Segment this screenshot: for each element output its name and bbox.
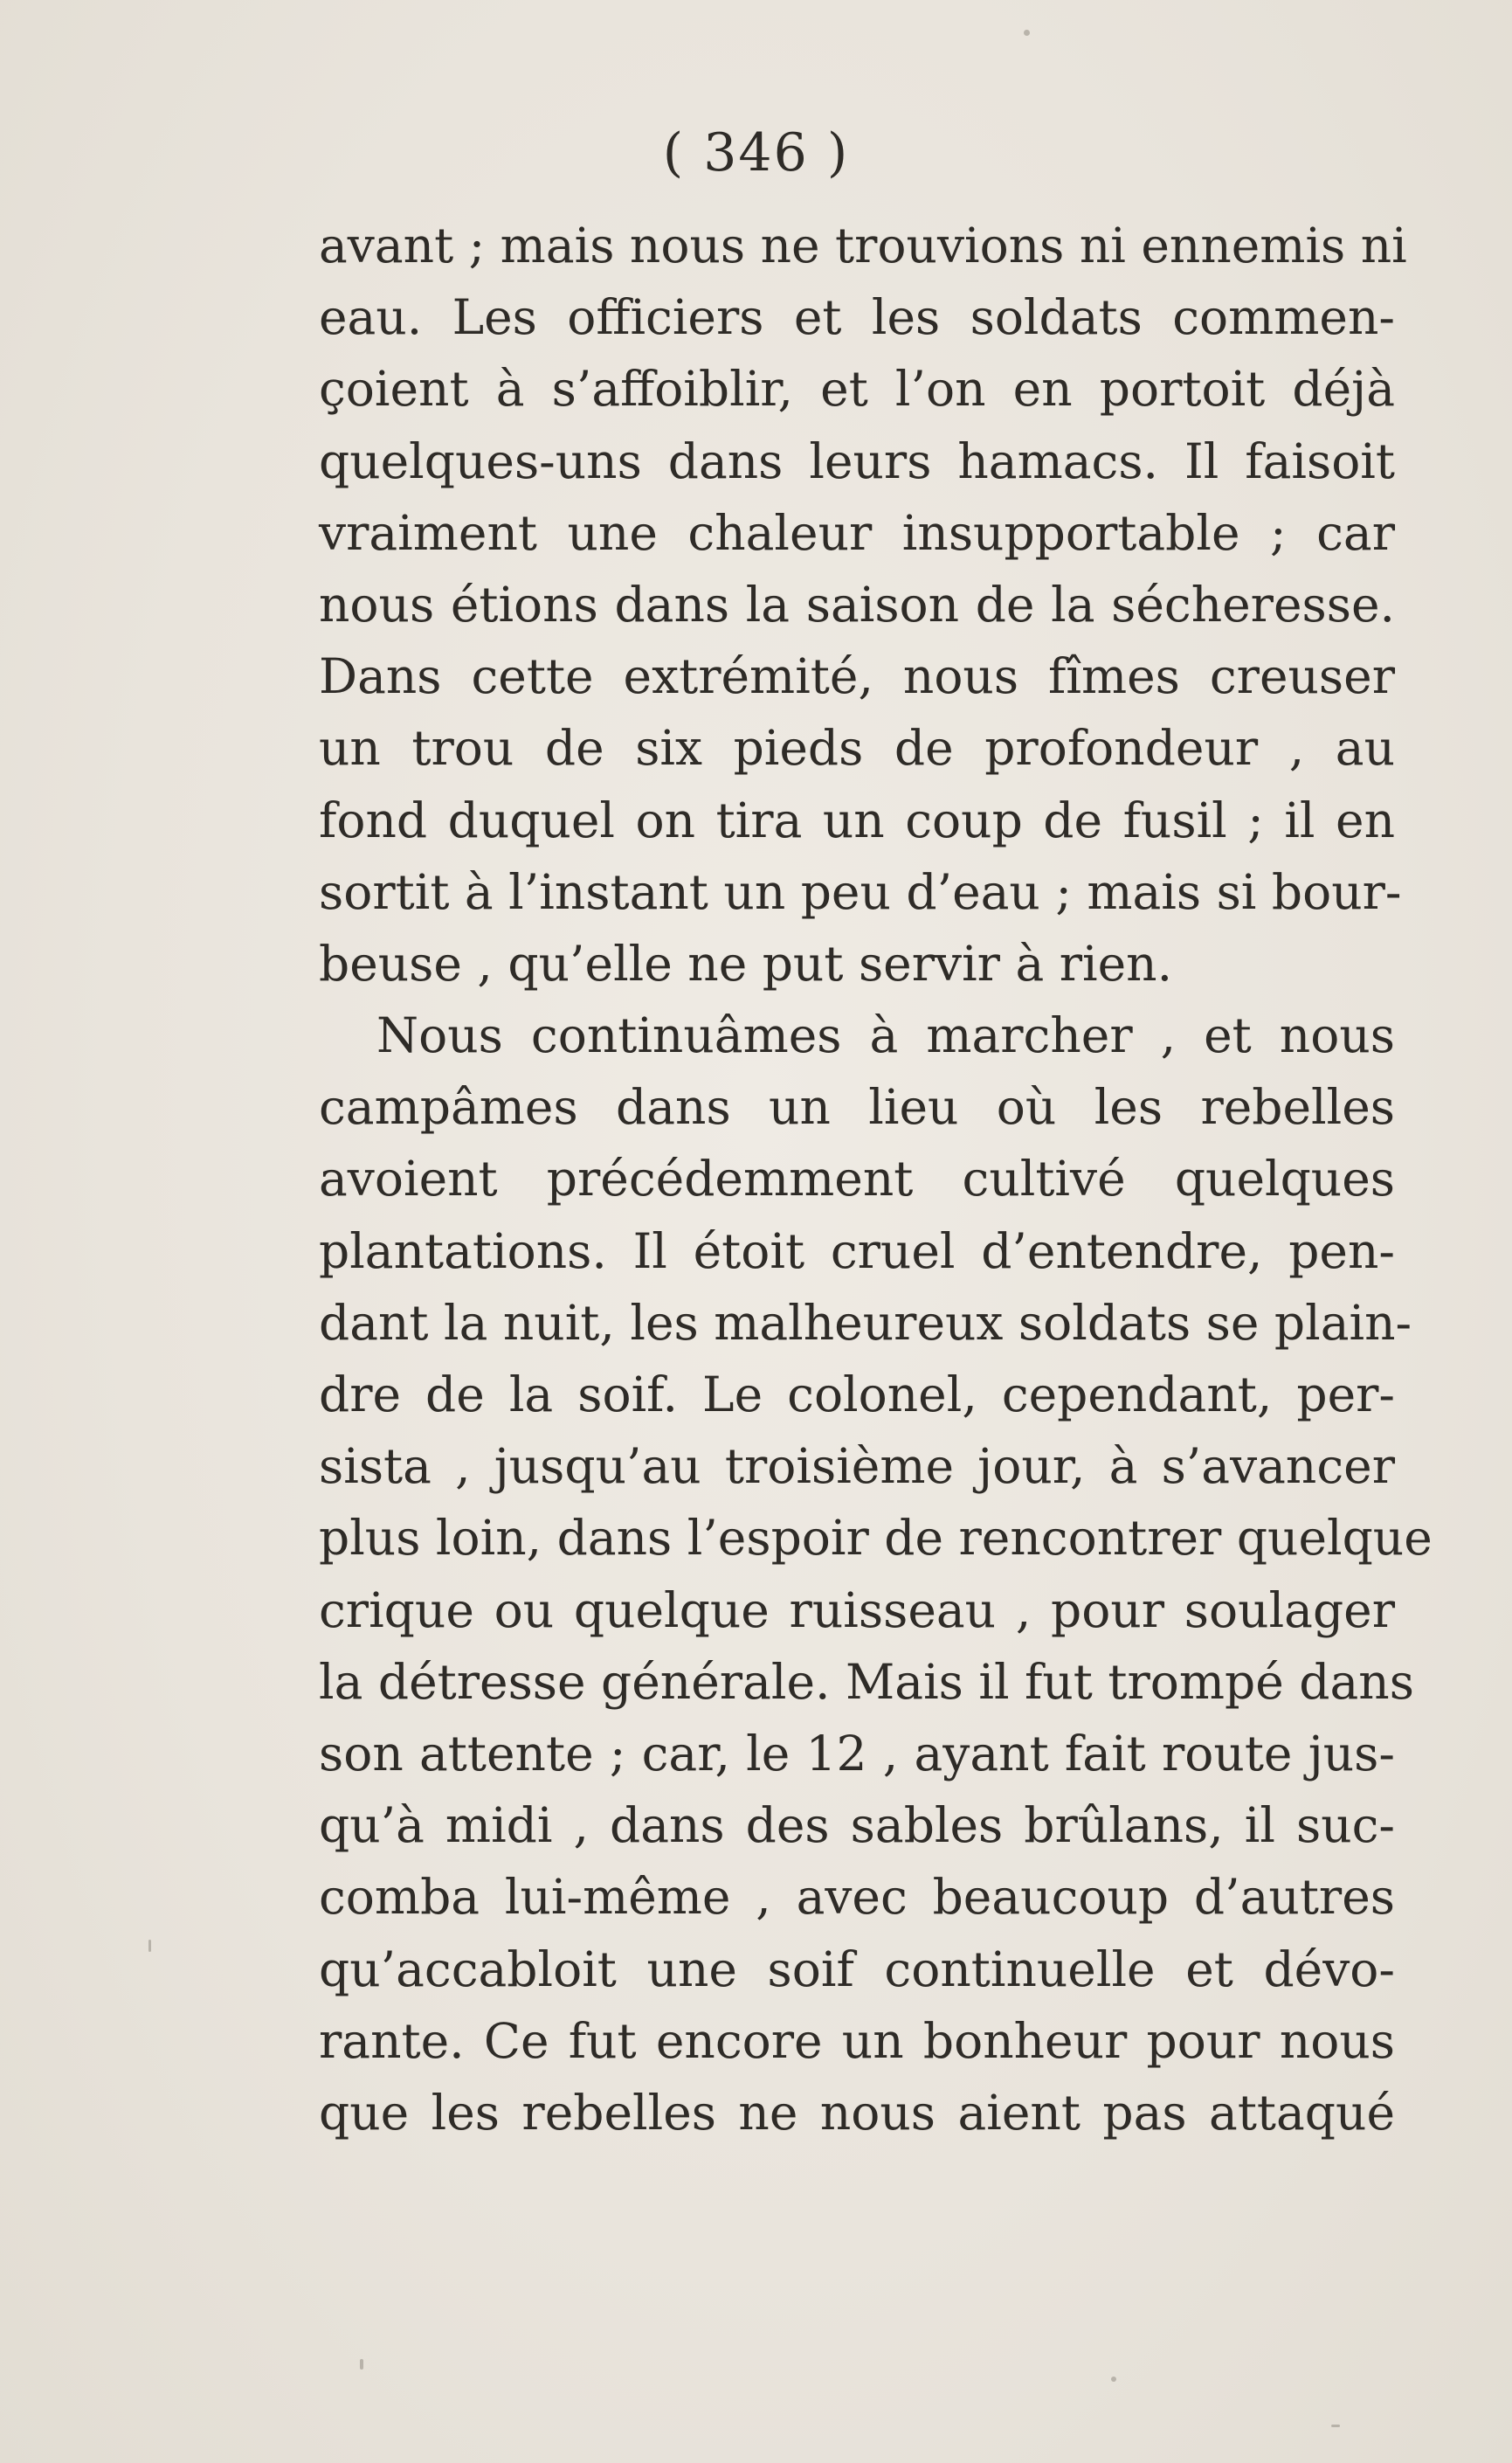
text-line: comba lui-même , avec beaucoup d’autres: [319, 1869, 1395, 1926]
text-line: sista , jusqu’au troisième jour, à s’avancer: [319, 1438, 1395, 1495]
paper-speck: [1024, 30, 1030, 36]
text-line: dre de la soif. Le colonel, cependant, per-: [319, 1366, 1395, 1422]
text-line: fond duquel on tira un coup de fusil ; il en: [319, 792, 1395, 848]
text-line: crique ou quelque ruisseau , pour soulager: [319, 1581, 1395, 1638]
text-line: qu’accabloit une soif continuelle et dévo-: [319, 1941, 1395, 1997]
body-text: [319, 210, 1433, 2148]
text-line: la détresse générale. Mais il fut trompé dans: [319, 1653, 1414, 1710]
text-line: sortit à l’instant un peu d’eau ; mais si bour-: [319, 863, 1402, 920]
text-line: eau. Les officiers et les soldats commen-: [319, 289, 1395, 346]
text-line: son attente ; car, le 12 , ayant fait route jus-: [319, 1725, 1395, 1782]
text-line: un trou de six pieds de profondeur , au: [319, 720, 1395, 777]
text-line: nous étions dans la saison de la sécheresse.: [319, 576, 1395, 633]
paper-speck: [1331, 2425, 1340, 2427]
text-line: çoient à s’affoiblir, et l’on en portoit déjà: [319, 361, 1395, 418]
text-line: que les rebelles ne nous aient pas attaqué: [319, 2084, 1395, 2141]
text-line: plus loin, dans l’espoir de rencontrer quelque: [319, 1510, 1433, 1567]
paper-speck: [360, 2359, 363, 2370]
text-line: vraiment une chaleur insupportable ; car: [319, 504, 1395, 561]
text-line: Dans cette extrémité, nous fîmes creuser: [319, 648, 1395, 705]
text-line: quelques-uns dans leurs hamacs. Il faisoit: [319, 432, 1395, 489]
page-number-header: ( 346 ): [662, 122, 850, 183]
text-line: beuse , qu’elle ne put servir à rien.: [319, 935, 1173, 992]
text-line: qu’à midi , dans des sables brûlans, il suc-: [319, 1797, 1395, 1854]
paper-speck: [148, 1940, 151, 1952]
text-line: avant ; mais nous ne trouvions ni ennemis ni: [319, 218, 1407, 273]
text-line: rante. Ce fut encore un bonheur pour nous: [319, 2012, 1395, 2069]
text-line: Nous continuâmes à marcher , et nous: [376, 1007, 1395, 1064]
text-line: dant la nuit, les malheureux soldats se plain-: [319, 1294, 1412, 1351]
text-line: avoient précédemment cultivé quelques: [319, 1151, 1395, 1207]
text-line: plantations. Il étoit cruel d’entendre, pen-: [319, 1222, 1395, 1279]
paper-speck: [1111, 2377, 1116, 2382]
text-line: campâmes dans un lieu où les rebelles: [319, 1079, 1395, 1136]
